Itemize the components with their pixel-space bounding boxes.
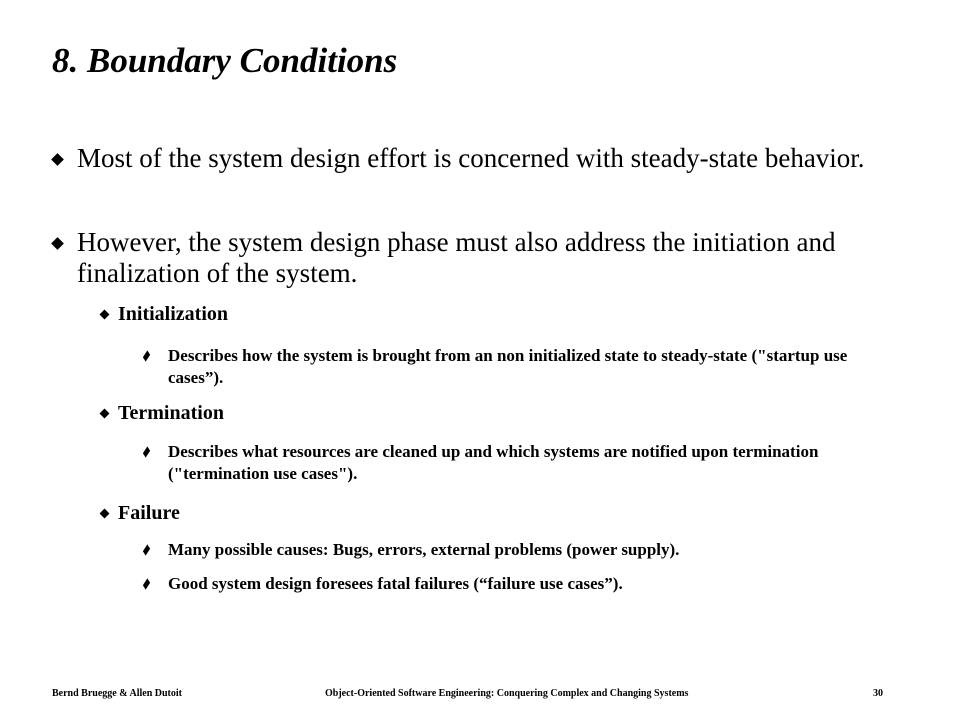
bullet-initiation-finalization [52,227,877,289]
detail-text: Many possible causes: Bugs, errors, external problems (power supply). [168,540,680,559]
detail-bullet-failure-causes [143,539,878,561]
diamond-bullet-icon [100,409,109,418]
detail-text: Describes how the system is brought from an non initialized state to steady-state ("startup use cases”). [168,346,848,387]
detail-bullet-termination [143,441,878,485]
detail-text: Describes what resources are cleaned up and which systems are notified upon termination ("termination use cases"). [168,442,819,483]
sub-bullet-label: Termination [118,402,224,424]
diamond-bullet-icon [143,545,151,556]
detail-bullet-failure-design [143,573,878,595]
diamond-bullet-icon [52,154,63,165]
sub-bullet-failure [100,501,180,525]
bullet-text: Most of the system design effort is concerned with steady-state behavior. [77,143,865,173]
footer-authors: Bernd Bruegge & Allen Dutoit [52,688,182,699]
diamond-bullet-icon [143,579,151,590]
detail-bullet-initialization [143,345,878,389]
bullet-steady-state [52,143,877,174]
footer-book-title: Object-Oriented Software Engineering: Conquering Complex and Changing Systems [325,688,689,699]
diamond-bullet-icon [52,238,63,249]
diamond-bullet-icon [143,447,151,458]
footer-page-number: 30 [873,688,883,699]
sub-bullet-initialization [100,302,228,326]
diamond-bullet-icon [100,310,109,319]
sub-bullet-label: Failure [118,502,180,524]
slide-title: 8. Boundary Conditions [52,41,398,80]
diamond-bullet-icon [143,351,151,362]
sub-bullet-termination [100,401,224,425]
bullet-text: However, the system design phase must also address the initiation and finalization of the system. [77,227,836,288]
detail-text: Good system design foresees fatal failures (“failure use cases”). [168,574,623,593]
sub-bullet-label: Initialization [118,303,229,325]
diamond-bullet-icon [100,509,109,518]
